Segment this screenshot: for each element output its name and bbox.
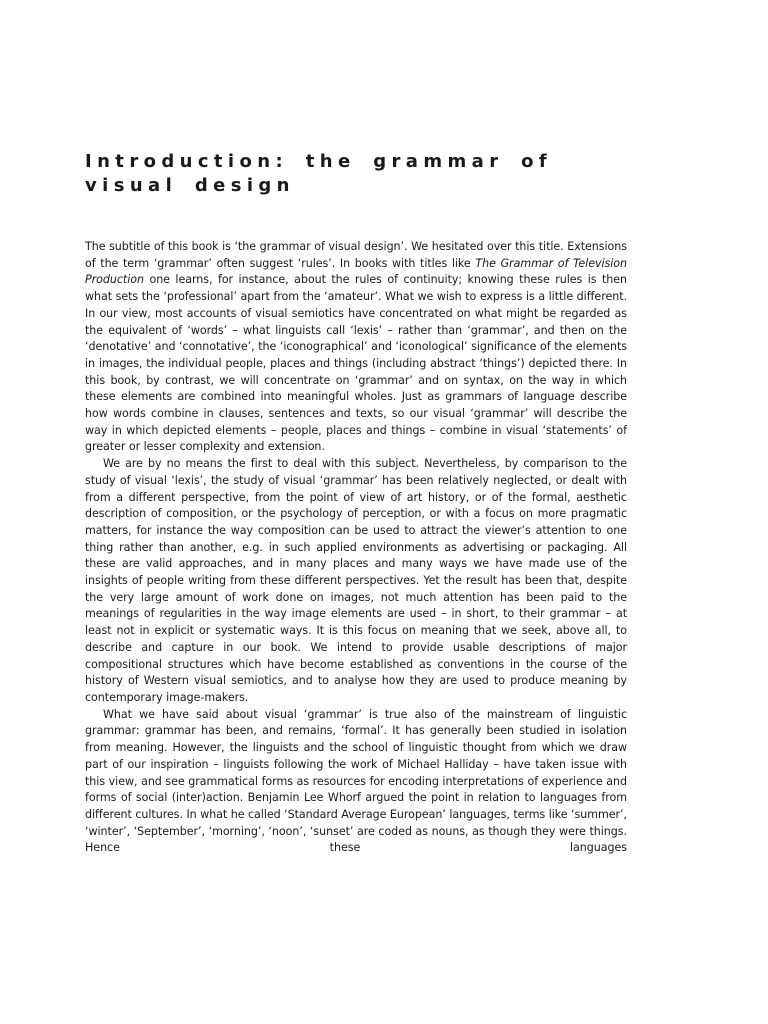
book-page — [85, 0, 627, 1024]
paragraph-3: What we have said about visual ‘grammar’ is true also of the mainstream of linguistic grammar: grammar has been, and remains, ‘formal’. It has generally been studied in isolation from meaning. However, the linguists and the school of linguistic thought from which we draw part of our inspiration – linguists following the work of Michael Halliday – have taken issue with this view, and see grammatical forms as resources for encoding interpretations of experience and forms of social (inter)action. Benjamin Lee Whorf argued the point in relation to languages from different cultures. In what he called ‘Standard Average European’ languages, terms like ‘summer’, ‘winter’, ‘September’, ‘morning’, ‘noon’, ‘sunset’ are coded as nouns, as though they were things. Hence these languages — [85, 707, 627, 855]
paragraph-1-part-1: The subtitle of this book is ‘the grammar of visual design’. We hesitated over this title. Extensions of the term ‘grammar’ often suggest ‘rules’. In books with titles like — [85, 240, 627, 270]
paragraph-1-part-2: one learns, for instance, about the rules of continuity; knowing these rules is then what sets the ‘professional’ apart from the ‘amateur’. What we wish to express is a little different. In our view, most accounts of visual semiotics have concentrated on what might be regarded as the equivalent of ‘words’ – what linguists call ‘lexis’ – rather than ‘grammar’, and then on the ‘denotative’ and ‘connotative’, the ‘iconographical’ and ‘iconological’ significance of the elements in images, the individual people, places and things (including abstract ‘things’) depicted there. In this book, by contrast, we will concentrate on ‘grammar’ and on syntax, on the way in which these elements are combined into meaningful wholes. Just as grammars of language describe how words combine in clauses, sentences and texts, so our visual ‘grammar’ will describe the way in which depicted elements – people, places and things – combine in visual ‘statements’ of greater or lesser complexity and extension. — [85, 273, 627, 454]
paragraph-2: We are by no means the first to deal with this subject. Nevertheless, by comparison to the study of visual ‘lexis’, the study of visual ‘grammar’ has been relatively neglected, or dealt with from a different perspective, from the point of view of art history, or of the formal, aesthetic description of composition, or the psychology of perception, or with a focus on more pragmatic matters, for instance the way composition can be used to attract the viewer’s attention to one thing rather than another, e.g. in such applied environments as advertising or packaging. All these are valid approaches, and in many places and many ways we have made use of the insights of people writing from these different perspectives. Yet the result has been that, despite the very large amount of work done on images, not much attention has been paid to the meanings of regularities in the way image elements are used – in short, to their grammar – at least not in explicit or systematic ways. It is this focus on meaning that we seek, above all, to describe and capture in our book. We intend to provide usable descriptions of major compositional structures which have become established as conventions in the course of the history of Western visual semiotics, and to analyse how they are used to produce meaning by contemporary image-makers. — [85, 457, 627, 704]
body-text — [85, 239, 627, 857]
paragraph-1 — [85, 239, 627, 456]
book-title-reference: The Grammar of Television Production — [85, 256, 627, 287]
chapter-title: Introduction: the grammar of visual design — [85, 151, 553, 196]
